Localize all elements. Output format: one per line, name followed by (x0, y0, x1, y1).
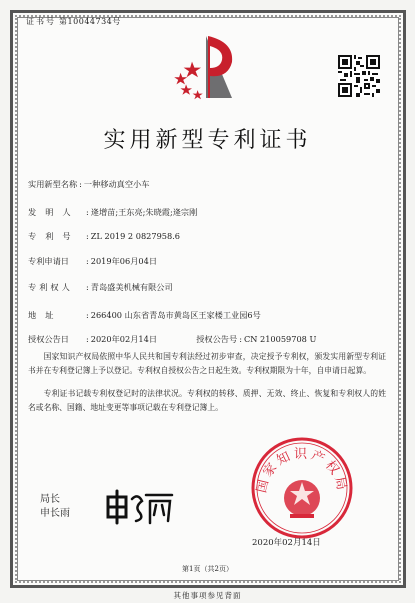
certificate-body (28, 350, 386, 414)
announcement-date-label: 授权公告日 (28, 334, 69, 344)
field-value: 青岛盛美机械有限公司 (90, 282, 173, 292)
field-value: 一种移动真空小车 (83, 179, 150, 189)
signatory-name: 申长雨 (40, 508, 70, 519)
signature-icon (104, 487, 176, 527)
announcement-date-value: 2020年02月14日 (90, 334, 158, 344)
field-inventors: 发明人 : 逄增苗;王东亮;朱晓霞;逄宗刚 (28, 207, 198, 217)
field-value: 逄增苗;王东亮;朱晓霞;逄宗刚 (90, 207, 198, 217)
announcement-number-value: CN 210059708 U (243, 334, 317, 344)
field-patent-number: 专利号 : ZL 2019 2 0827958.6 (28, 231, 181, 241)
body-paragraph: 国家知识产权局依照中华人民共和国专利法经过初步审查，决定授予专利权，颁发实用新型专利证书并在专利登记簿上予以登记。专利权自授权公告之日起生效。专利权期限为十年，自申请日起算。 (28, 352, 386, 375)
page-title: 实用新型专利证书 (103, 128, 312, 153)
field-application-date: 专利申请日 : 2019年06月04日 (28, 256, 158, 266)
field-label: 专利号 (28, 231, 80, 241)
field-patentee: 专利权人 : 青岛盛美机械有限公司 (28, 282, 173, 292)
certificate-number-label: 证书号 (26, 17, 56, 26)
field-label: 专利申请日 (28, 256, 69, 266)
page-number: 第1页（共2页） (182, 565, 233, 573)
seal-text: 国家知识产权局 (254, 447, 350, 495)
field-utility-model-name: 实用新型名称 : 一种移动真空小车 (28, 179, 150, 189)
qr-code-icon (338, 55, 380, 97)
footer-note: 其他事项参见背面 (173, 591, 242, 600)
field-address: 地址 : 266400 山东省青岛市黄岛区王家楼工业园6号 (28, 310, 261, 320)
announcement-number-label: 授权公告号 (196, 334, 238, 344)
field-label: 实用新型名称 (28, 179, 78, 189)
field-value: 2019年06月04日 (90, 256, 158, 266)
certificate-number (26, 16, 121, 27)
field-label: 发明人 (28, 207, 80, 217)
certificate-number-value: 第10044734号 (59, 17, 121, 26)
announcement-row: 授权公告日 : 2020年02月14日 授权公告号 : CN 210059708 U (28, 334, 317, 344)
cnipa-emblem-icon (172, 28, 244, 108)
seal-date: 2020年02月14日 (252, 538, 321, 548)
official-seal-icon (250, 436, 354, 540)
field-label: 专利权人 (28, 282, 73, 292)
field-value: ZL 2019 2 0827958.6 (90, 231, 181, 241)
field-label: 地址 (28, 310, 63, 320)
signatory-block (40, 493, 70, 521)
body-paragraph: 专利证书记载专利权登记时的法律状况。专利权的转移、质押、无效、终止、恢复和专利权人的姓名或名称、国籍、地址变更等事项记载在专利登记簿上。 (28, 389, 386, 412)
signatory-role: 局长 (40, 494, 60, 505)
field-value: 266400 山东省青岛市黄岛区王家楼工业园6号 (90, 310, 261, 320)
